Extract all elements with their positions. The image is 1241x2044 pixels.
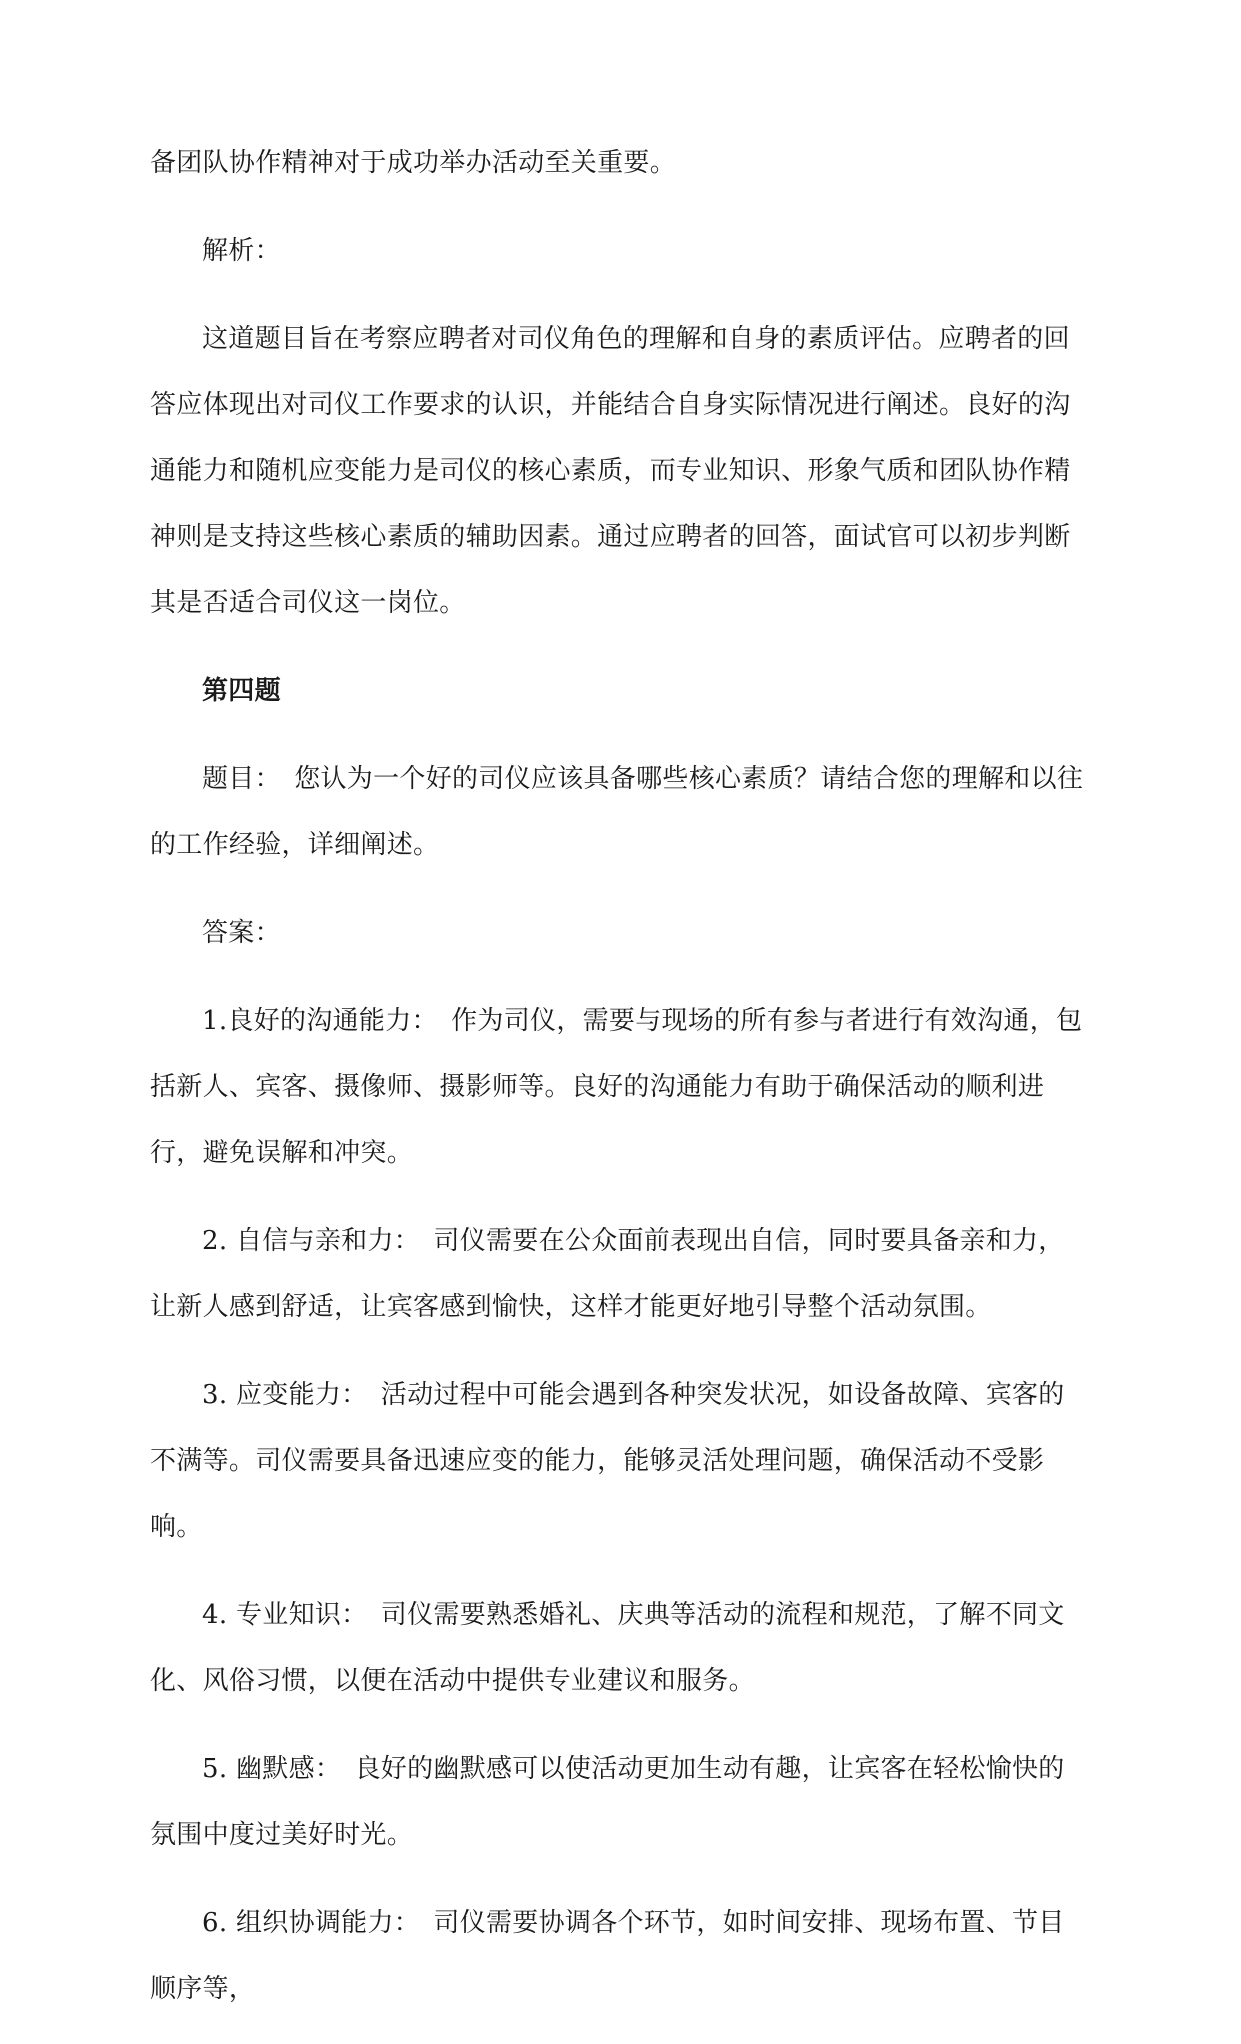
item-title: 应变能力： [235,1380,355,1410]
answer-item-1 [150,988,1090,1186]
item-number: 5. [202,1754,236,1784]
question-paragraph: 题目： 您认为一个好的司仪应该具备哪些核心素质？请结合您的理解和以往的工作经验，详细阐述。 [150,764,1084,860]
analysis-label: 解析： [202,236,281,266]
item-body: 司仪需要协调各个环节，如时间安排、现场布置、节目顺序等， [150,1908,1065,2004]
item-body: 作为司仪，需要与现场的所有参与者进行有效沟通，包括新人、宾客、摄像师、摄影师等。良好的沟通能力有助于确保活动的顺利进行，避免误解和冲突。 [150,1006,1083,1168]
item-title: 良好的沟通能力： [227,1006,425,1036]
answer-item-4 [150,1582,1090,1714]
item-number: 1. [202,1006,228,1036]
item-body: 司仪需要在公众面前表现出自信，同时要具备亲和力，让新人感到舒适，让宾客感到愉快，这样才能更好地引导整个活动氛围。 [150,1226,1065,1322]
answer-item-2 [150,1208,1090,1340]
item-number: 6. [202,1908,236,1938]
item-body: 活动过程中可能会遇到各种突发状况，如设备故障、宾客的不满等。司仪需要具备迅速应变的能力，能够灵活处理问题，确保活动不受影响。 [150,1380,1065,1542]
section-heading: 第四题 [202,676,281,706]
item-title: 自信与亲和力： [235,1226,408,1256]
item-title: 组织协调能力： [235,1908,408,1938]
answer-item-6 [150,1890,1090,2022]
item-title: 幽默感： [235,1754,329,1784]
document-page [150,130,1090,2044]
item-body: 司仪需要熟悉婚礼、庆典等活动的流程和规范，了解不同文化、风俗习惯，以便在活动中提供专业建议和服务。 [150,1600,1065,1696]
item-number: 2. [202,1226,236,1256]
item-body: 良好的幽默感可以使活动更加生动有趣，让宾客在轻松愉快的氛围中度过美好时光。 [150,1754,1065,1850]
answer-label: 答案： [202,918,281,948]
item-number: 3. [202,1380,236,1410]
item-number: 4. [202,1600,236,1630]
continuation-paragraph: 备团队协作精神对于成功举办活动至关重要。 [150,148,677,178]
item-title: 专业知识： [235,1600,355,1630]
answer-item-5 [150,1736,1090,1868]
answer-item-3 [150,1362,1090,1560]
analysis-paragraph: 这道题目旨在考察应聘者对司仪角色的理解和自身的素质评估。应聘者的回答应体现出对司仪工作要求的认识，并能结合自身实际情况进行阐述。良好的沟通能力和随机应变能力是司仪的核心素质，而专业知识、形象气质和团队协作精神则是支持这些核心素质的辅助因素。通过应聘者的回答，面试官可以初步判断其是否适合司仪这一岗位。 [150,324,1071,618]
